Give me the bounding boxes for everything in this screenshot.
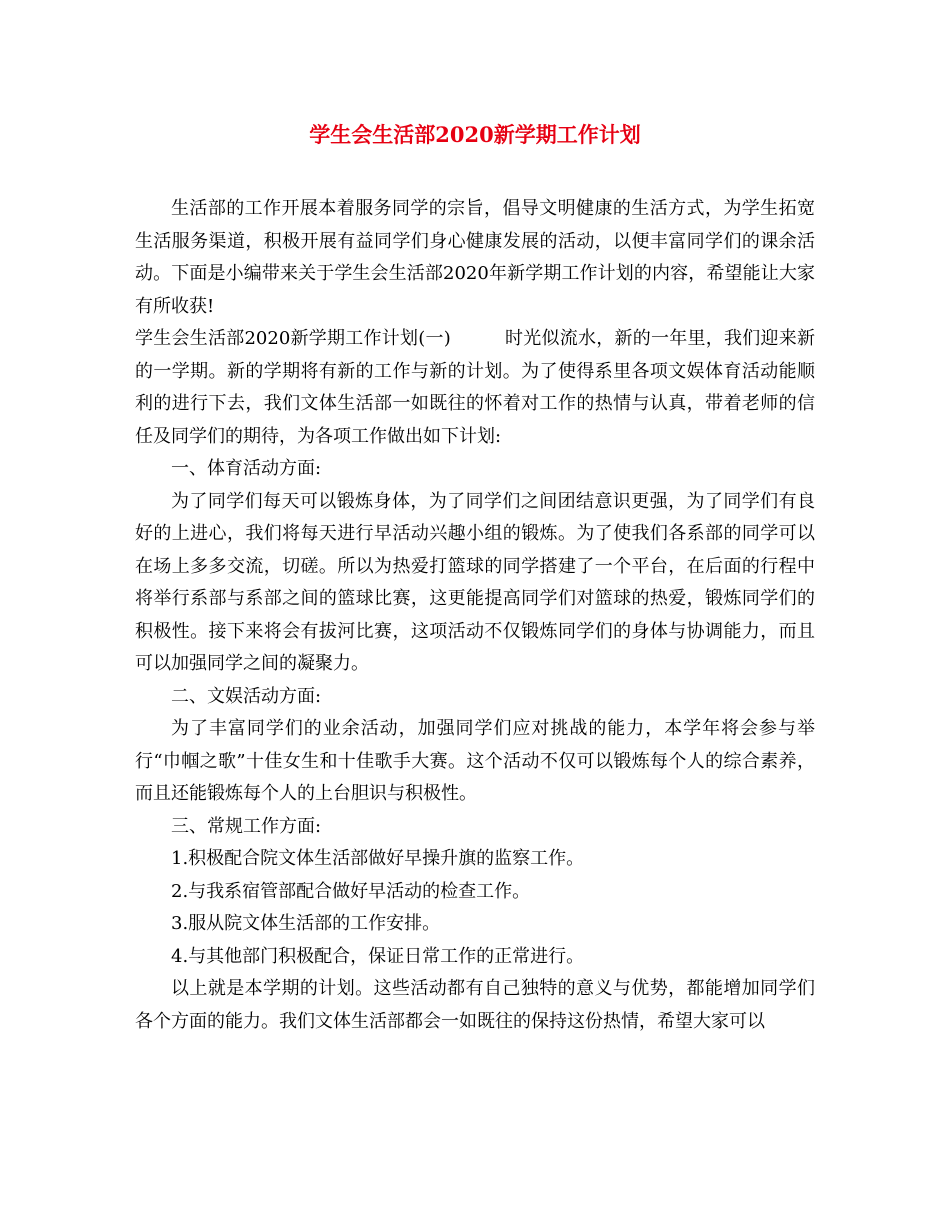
list-item: 1.积极配合院文体生活部做好早操升旗的监察工作。 — [171, 848, 585, 869]
section2-paragraph: 为了丰富同学们的业余活动，加强同学们应对挑战的能力，本学年将会参与举行“巾帼之歌”十佳女生和十佳歌手大赛。这个活动不仅可以锻炼每个人的综合素养，而且还能锻炼每个人的上台胆识与积极性。 — [135, 718, 815, 804]
closing-paragraph: 以上就是本学期的计划。这些活动都有自己独特的意义与优势，都能增加同学们各个方面的能力。我们文体生活部都会一如既往的保持这份热情，希望大家可以 — [135, 978, 815, 1032]
plan-heading: 学生会生活部2020新学期工作计划(一) — [135, 328, 451, 349]
page-title: 学生会生活部2020新学期工作计划 — [309, 122, 641, 147]
plan-opening: 时光似流水，新的一年里，我们迎来新的一学期。新的学期将有新的工作与新的计划。为了使得系里各项文娱体育活动能顺利的进行下去，我们文体生活部一如既往的怀着对工作的热情与认真，带着老师的信任及同学们的期待，为各项工作做出如下计划: — [135, 328, 816, 447]
section3-heading: 三、常规工作方面: — [171, 815, 322, 837]
section2-heading: 二、文娱活动方面: — [171, 685, 322, 707]
list-item: 4.与其他部门积极配合，保证日常工作的正常进行。 — [171, 945, 585, 967]
section1-heading: 一、体育活动方面: — [171, 458, 322, 479]
intro-paragraph: 生活部的工作开展本着服务同学的宗旨，倡导文明健康的生活方式，为学生拓宽生活服务渠道，积极开展有益同学们身心健康发展的活动，以便丰富同学们的课余活动。下面是小编带来关于学生会生活部2020年新学期工作计划的内容，希望能让大家有所收获! — [135, 198, 815, 317]
document-body — [135, 193, 815, 1038]
plan-paragraph — [135, 323, 815, 453]
section1-paragraph: 为了同学们每天可以锻炼身体，为了同学们之间团结意识更强，为了同学们有良好的上进心，我们将每天进行早活动兴趣小组的锻炼。为了使我们各系部的同学可以在场上多多交流，切磋。所以为热爱打篮球的同学搭建了一个平台，在后面的行程中将举行系部与系部之间的篮球比赛，这更能提高同学们对篮球的热爱，锻炼同学们的积极性。接下来将会有拔河比赛，这项活动不仅锻炼同学们的身体与协调能力，而且可以加强同学之间的凝聚力。 — [135, 490, 815, 674]
list-item: 2.与我系宿管部配合做好早活动的检查工作。 — [171, 880, 531, 902]
list-item: 3.服从院文体生活部的工作安排。 — [171, 913, 441, 934]
